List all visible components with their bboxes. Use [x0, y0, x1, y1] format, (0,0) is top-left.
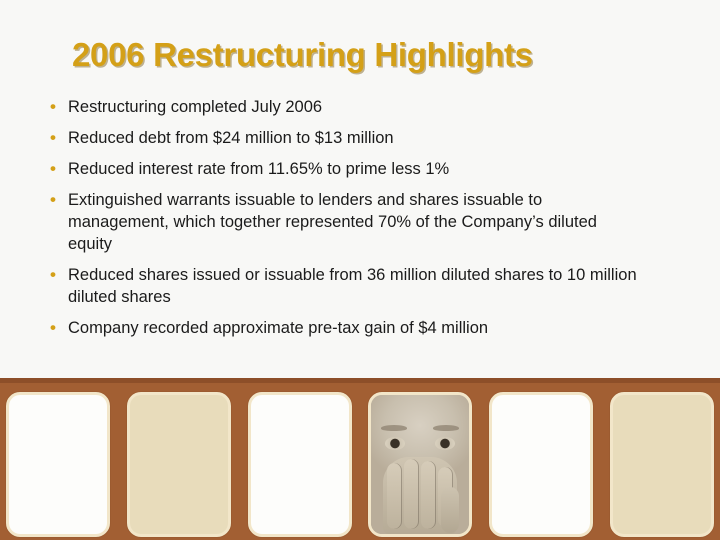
footer-band [0, 378, 720, 540]
bullet-icon: • [50, 128, 56, 147]
list-item-text: Extinguished warrants issuable to lenders and shares issuable to management, which together represented 70% of the Company’s diluted equity [68, 191, 597, 253]
bullet-icon: • [50, 190, 56, 209]
list-item-text: Company recorded approximate pre-tax gain of $4 million [68, 319, 489, 337]
bullet-list [38, 96, 678, 348]
footer-tile-photo-face [368, 392, 472, 537]
list-item-text: Reduced debt from $24 million to $13 million [68, 129, 394, 147]
hand-icon [383, 457, 457, 534]
list-item [38, 189, 678, 255]
page-title: 2006 Restructuring Highlights [72, 36, 533, 73]
footer-tile-2 [127, 392, 231, 537]
list-item-text: Reduced interest rate from 11.65% to prime less 1% [68, 160, 450, 178]
footer-tile-1 [6, 392, 110, 537]
eye-left-icon [385, 437, 405, 450]
list-item-text: Restructuring completed July 2006 [68, 98, 323, 116]
list-item [38, 317, 678, 339]
list-item [38, 264, 678, 308]
finger-icon [404, 459, 419, 529]
list-item [38, 127, 678, 149]
bullet-icon: • [50, 159, 56, 178]
list-item [38, 158, 678, 180]
bullet-icon: • [50, 318, 56, 337]
finger-icon [387, 463, 402, 529]
footer-tile-strip [0, 392, 720, 540]
finger-icon [421, 461, 436, 529]
face-illustration [371, 395, 469, 534]
eye-right-icon [435, 437, 455, 450]
bullet-icon: • [50, 97, 56, 116]
list-item [38, 96, 678, 118]
footer-tile-5 [489, 392, 593, 537]
footer-tile-3 [248, 392, 352, 537]
eyebrow-right-icon [433, 425, 459, 431]
list-item-text: Reduced shares issued or issuable from 36 million diluted shares to 10 million diluted shares [68, 266, 637, 306]
bullet-icon: • [50, 265, 56, 284]
thumb-icon [441, 487, 459, 533]
eyebrow-left-icon [381, 425, 407, 431]
footer-band-edge [0, 378, 720, 383]
footer-tile-6 [610, 392, 714, 537]
